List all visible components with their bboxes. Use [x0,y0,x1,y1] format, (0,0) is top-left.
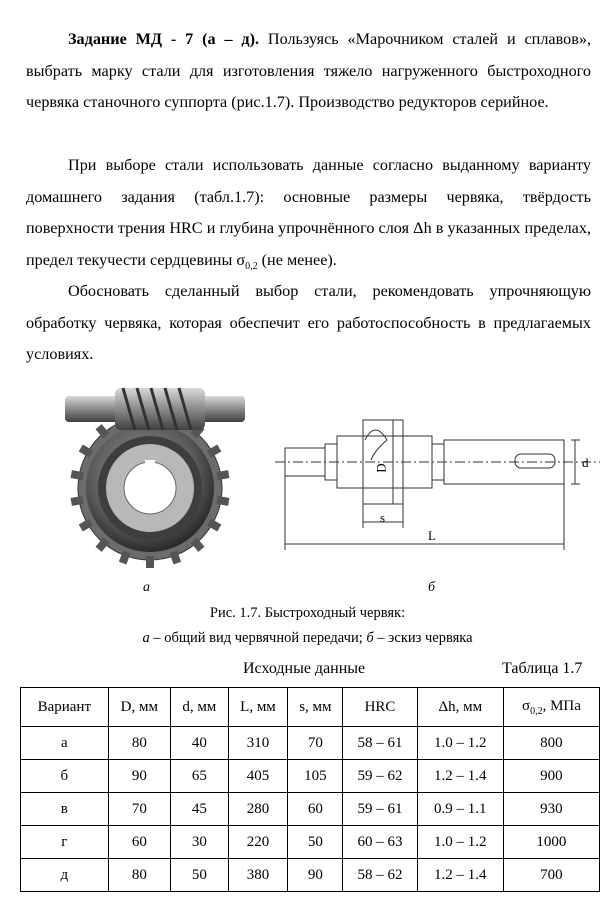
table-heading: Исходные данные [243,660,366,677]
table-row [21,826,600,859]
table-cell: 105 [288,760,343,793]
figure-label-a: а [143,580,150,595]
table-cell: 310 [228,727,288,760]
table-cell: 59 – 62 [343,760,417,793]
col-D: D, мм [108,688,171,727]
table-cell: 280 [228,793,288,826]
table-cell: 90 [288,859,343,892]
table-cell: 405 [228,760,288,793]
col-variant: Вариант [21,688,109,727]
table-cell: 30 [171,826,228,859]
table-cell: 50 [288,826,343,859]
table-cell: 1.0 – 1.2 [417,826,503,859]
table-cell: 800 [503,727,599,760]
table-cell: б [21,760,109,793]
figure-caption-detail [0,630,615,647]
table-cell: 80 [108,859,171,892]
table-cell: г [21,826,109,859]
table-cell: 60 [108,826,171,859]
table-cell: 700 [503,859,599,892]
sigma-subscript: 0,2 [245,260,258,272]
table-cell: 1.2 – 1.4 [417,859,503,892]
caption-a-text: – общий вид червячной передачи; [149,630,367,646]
table-cell: д [21,859,109,892]
table-cell: 40 [171,727,228,760]
table-cell: 58 – 62 [343,859,417,892]
caption-b: б [366,630,374,646]
table-cell: 59 – 61 [343,793,417,826]
col-hrc: HRC [343,688,417,727]
col-s: s, мм [288,688,343,727]
table-row [21,793,600,826]
table-cell: в [21,793,109,826]
dim-d: d [582,455,589,470]
table-row [21,859,600,892]
col-sigma: $\sigma_{0,2}$, МПа [503,688,599,727]
table-row [21,760,600,793]
table-cell: 60 – 63 [343,826,417,859]
caption-b-text: – эскиз червяка [373,630,473,646]
table-cell: 900 [503,760,599,793]
table-row [21,727,600,760]
task-paragraph-1 [26,24,591,119]
worm-sketch [275,410,600,590]
figure [0,370,615,600]
data-table [20,687,600,892]
table-header-row [21,688,600,727]
table-cell: 1.2 – 1.4 [417,760,503,793]
table-cell: 70 [108,793,171,826]
table-cell: 380 [228,859,288,892]
table-number: Таблица 1.7 [502,660,583,677]
table-cell: 220 [228,826,288,859]
table-cell: 930 [503,793,599,826]
table-cell: 50 [171,859,228,892]
worm-gear-image [55,378,255,568]
caption-a: а [142,630,150,646]
dim-s: s [380,510,386,525]
table-cell: 65 [171,760,228,793]
task-paragraph-2 [26,150,591,282]
task-text-1: Пользуясь «Марочником сталей и сплавов», выбрать марку стали для изготовления тяжело нагруженного быстроходного червяка станочного суппорта (рис.1.7). Производство редукторов серийное. [26,30,591,111]
table-cell: 45 [171,793,228,826]
task-text-2: При выборе стали использовать данные согласно выданному варианту домашнего задания (табл.1.7): основные размеры червяка, твёрдость поверхности трения HRC и глубина упрочнённого слоя Δh в указанных пределах, предел текучести сердцевины σ [26,156,591,269]
table-cell: 90 [108,760,171,793]
task-paragraph-3: Обосновать сделанный выбор стали, рекомендовать упрочняющую обработку червяка, которая обеспечит его работоспособность в предлагаемых условиях. [26,282,591,363]
col-dh: Δh, мм [417,688,503,727]
table-cell: 80 [108,727,171,760]
table-cell: 58 – 61 [343,727,417,760]
table-cell: 1000 [503,826,599,859]
dim-D: D [373,463,389,473]
col-d: d, мм [171,688,228,727]
col-L: L, мм [228,688,288,727]
dim-L: L [428,528,436,543]
task-title: Задание МД - 7 (а – д). [68,30,260,48]
figure-caption-title: Рис. 1.7. Быстроходный червяк: [209,605,406,621]
table-cell: 70 [288,727,343,760]
table-cell: 60 [288,793,343,826]
table-cell: а [21,727,109,760]
table-cell: 1.0 – 1.2 [417,727,503,760]
task-text-2-end: (не менее). [257,250,337,269]
figure-label-b: б [428,580,436,595]
table-cell: 0.9 – 1.1 [417,793,503,826]
